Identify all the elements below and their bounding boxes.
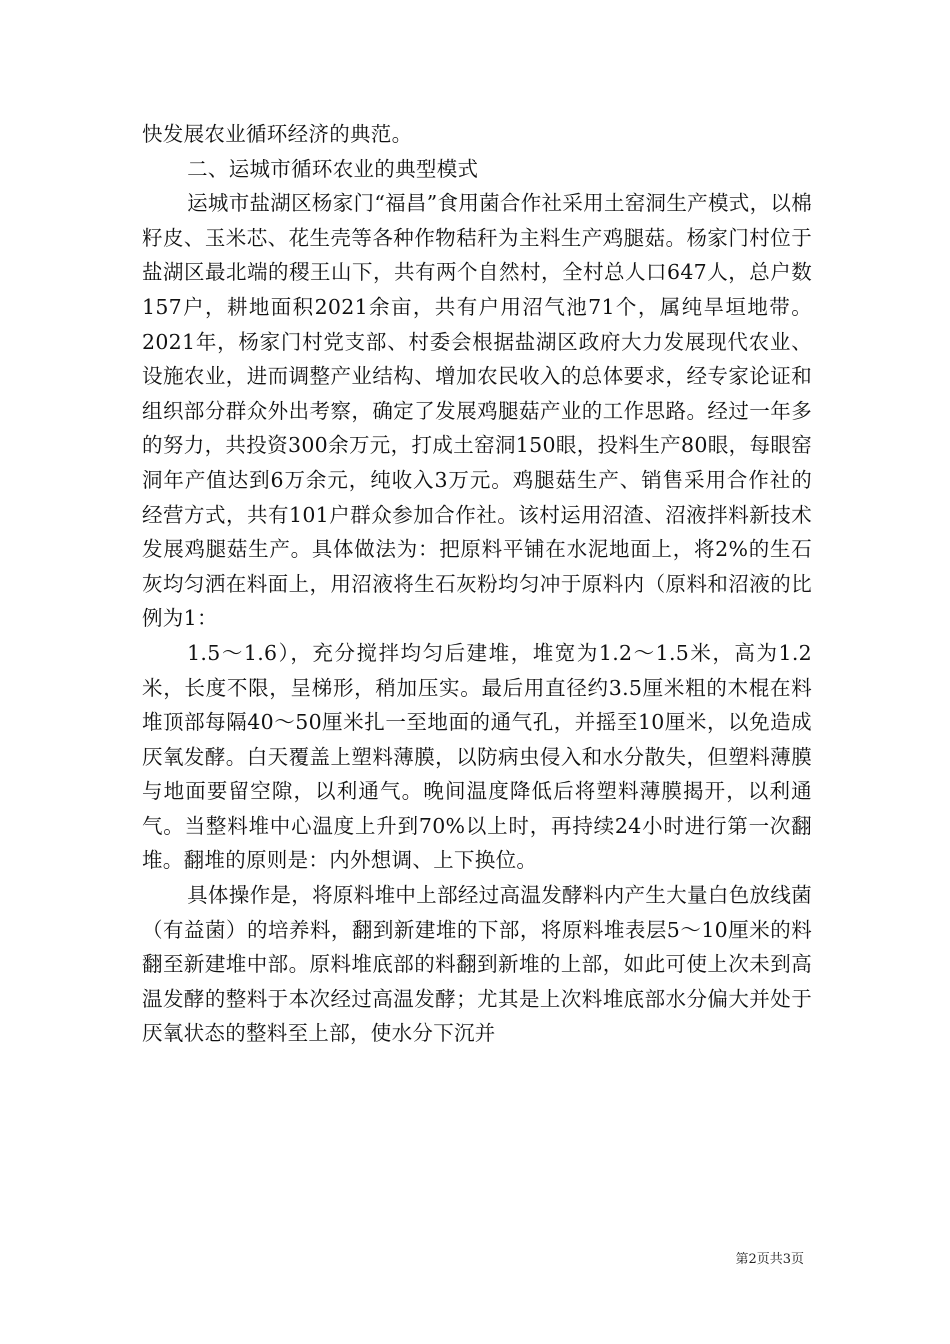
paragraph-composting: 1.5～1.6），充分搅拌均匀后建堆，堆宽为1.2～1.5米，高为1.2米，长度不限，呈梯形，稍加压实。最后用直径约3.5厘米粗的木棍在料堆顶部每隔40～50厘米扎一至地面的通气孔，并摇至10厘米，以免造成厌氧发酵。白天覆盖上塑料薄膜，以防病虫侵入和水分散失，但塑料薄膜与地面要留空隙，以利通气。晚间温度降低后将塑料薄膜揭开，以利通气。当整料堆中心温度上升到70%以上时，再持续24小时进行第一次翻堆。翻堆的原则是：内外想调、上下换位。 bbox=[142, 640, 812, 873]
document-body bbox=[142, 117, 812, 1051]
page-number-footer: 第2页共3页 bbox=[735, 1252, 804, 1267]
paragraph-continuation: 快发展农业循环经济的典范。 bbox=[142, 122, 413, 146]
paragraph-operation: 具体操作是，将原料堆中上部经过高温发酵料内产生大量白色放线菌（有益菌）的培养料，翻到新建堆的下部，将原料堆表层5～10厘米的料翻至新建堆中部。原料堆底部的料翻到新堆的上部，如此可使上次未到高温发酵的整料于本次经过高温发酵；尤其是上次料堆底部水分偏大并处于厌氧状态的整料至上部，使水分下沉并 bbox=[142, 883, 812, 1046]
paragraph-yangjiamen: 运城市盐湖区杨家门“福昌”食用菌合作社采用土窑洞生产模式，以棉籽皮、玉米芯、花生壳等各种作物秸秆为主料生产鸡腿菇。杨家门村位于盐湖区最北端的稷王山下，共有两个自然村，全村总人口647人，总户数157户，耕地面积2021余亩，共有户用沼气池71个，属纯旱垣地带。2021年，杨家门村党支部、村委会根据盐湖区政府大力发展现代农业、设施农业，进而调整产业结构、增加农民收入的总体要求，经专家论证和组织部分群众外出考察，确定了发展鸡腿菇产业的工作思路。经过一年多的努力，共投资300余万元，打成土窑洞150眼，投料生产80眼，每眼窑洞年产值达到6万余元，纯收入3万元。鸡腿菇生产、销售采用合作社的经营方式，共有101户群众参加合作社。该村运用沼渣、沼液拌料新技术发展鸡腿菇生产。具体做法为：把原料平铺在水泥地面上，将2%的生石灰均匀洒在料面上，用沼液将生石灰粉均匀冲于原料内（原料和沼液的比例为1： bbox=[142, 191, 812, 631]
section-heading: 二、运城市循环农业的典型模式 bbox=[187, 156, 479, 181]
